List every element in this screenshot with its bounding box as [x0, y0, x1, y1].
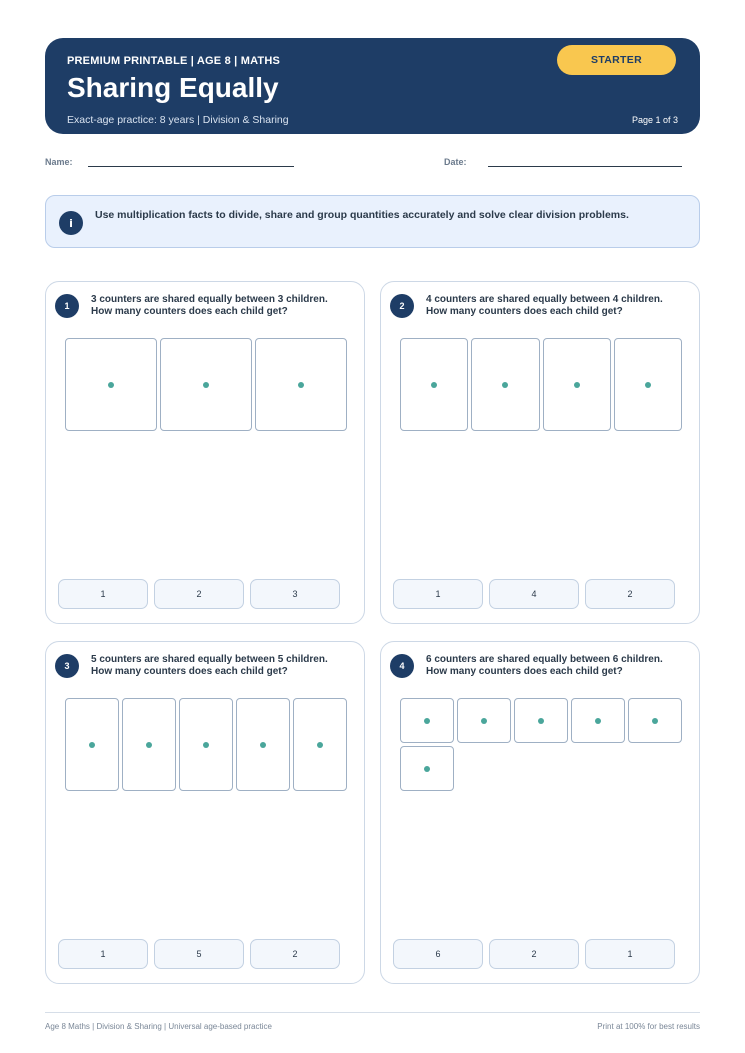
date-line[interactable]: [488, 166, 682, 167]
answer-option[interactable]: 3: [250, 579, 340, 609]
date-label: Date:: [444, 157, 467, 167]
name-line[interactable]: [88, 166, 294, 167]
share-group-box: [457, 698, 511, 743]
counter-dot: [298, 382, 304, 388]
answer-option[interactable]: 5: [154, 939, 244, 969]
answer-option[interactable]: 4: [489, 579, 579, 609]
question-line-1: 4 counters are shared equally between 4 children.: [426, 294, 663, 305]
counter-dot: [317, 742, 323, 748]
share-group-box: [628, 698, 682, 743]
question-number: 2: [390, 294, 414, 318]
share-group-box: [471, 338, 539, 431]
counter-dot: [595, 718, 601, 724]
instruction-text: Use multiplication facts to divide, share and group quantities accurately and solve clear division problems.: [95, 209, 629, 221]
counter-dot: [89, 742, 95, 748]
share-group-box: [65, 698, 119, 791]
question-number: 4: [390, 654, 414, 678]
counter-dot: [431, 382, 437, 388]
counter-dot: [424, 718, 430, 724]
counter-dot: [203, 382, 209, 388]
question-text: [426, 294, 691, 318]
counter-dot: [424, 766, 430, 772]
question-card-1: [45, 281, 365, 624]
share-group-box: [255, 338, 347, 431]
answer-option[interactable]: 2: [489, 939, 579, 969]
question-card-2: [380, 281, 700, 624]
instruction-box: [45, 195, 700, 248]
header-subtitle: Exact-age practice: 8 years | Division & Sharing: [67, 114, 289, 126]
question-card-3: [45, 641, 365, 984]
share-group-box: [400, 338, 468, 431]
counter-dot: [538, 718, 544, 724]
share-group-box: [543, 338, 611, 431]
share-group-box: [122, 698, 176, 791]
worksheet-header: [45, 38, 700, 134]
question-line-1: 5 counters are shared equally between 5 children.: [91, 654, 328, 665]
question-number: 1: [55, 294, 79, 318]
share-group-box: [160, 338, 252, 431]
footer-left-text: Age 8 Maths | Division & Sharing | Universal age-based practice: [45, 1022, 272, 1031]
question-line-2: How many counters does each child get?: [91, 306, 288, 317]
counter-dot: [652, 718, 658, 724]
share-group-box: [514, 698, 568, 743]
share-group-box: [400, 746, 454, 791]
counter-dot: [574, 382, 580, 388]
share-group-box: [236, 698, 290, 791]
header-eyebrow: PREMIUM PRINTABLE | AGE 8 | MATHS: [67, 55, 281, 67]
counter-dot: [203, 742, 209, 748]
answer-option[interactable]: 6: [393, 939, 483, 969]
info-icon: i: [59, 211, 83, 235]
share-group-box: [293, 698, 347, 791]
answer-option[interactable]: 1: [58, 939, 148, 969]
question-text: [426, 654, 691, 678]
counter-dot: [146, 742, 152, 748]
share-group-box: [65, 338, 157, 431]
answer-option[interactable]: 2: [250, 939, 340, 969]
question-text: [91, 294, 356, 318]
question-line-1: 3 counters are shared equally between 3 children.: [91, 294, 328, 305]
question-text: [91, 654, 356, 678]
answer-option[interactable]: 1: [393, 579, 483, 609]
question-line-1: 6 counters are shared equally between 6 children.: [426, 654, 663, 665]
answer-option[interactable]: 1: [58, 579, 148, 609]
counter-dot: [645, 382, 651, 388]
question-number: 3: [55, 654, 79, 678]
footer-divider: [45, 1012, 700, 1013]
answer-option[interactable]: 2: [154, 579, 244, 609]
question-card-4: [380, 641, 700, 984]
share-group-box: [571, 698, 625, 743]
counter-dot: [481, 718, 487, 724]
share-group-box: [614, 338, 682, 431]
share-group-box: [179, 698, 233, 791]
share-group-box: [400, 698, 454, 743]
question-line-2: How many counters does each child get?: [426, 666, 623, 677]
counter-dot: [108, 382, 114, 388]
counter-dot: [502, 382, 508, 388]
name-label: Name:: [45, 157, 73, 167]
question-line-2: How many counters does each child get?: [426, 306, 623, 317]
page-number: Page 1 of 3: [631, 115, 678, 125]
counter-dot: [260, 742, 266, 748]
answer-option[interactable]: 1: [585, 939, 675, 969]
answer-option[interactable]: 2: [585, 579, 675, 609]
page-title: Sharing Equally: [67, 72, 279, 103]
footer-right-text: Print at 100% for best results: [597, 1022, 700, 1031]
question-line-2: How many counters does each child get?: [91, 666, 288, 677]
level-badge: STARTER: [557, 45, 676, 75]
